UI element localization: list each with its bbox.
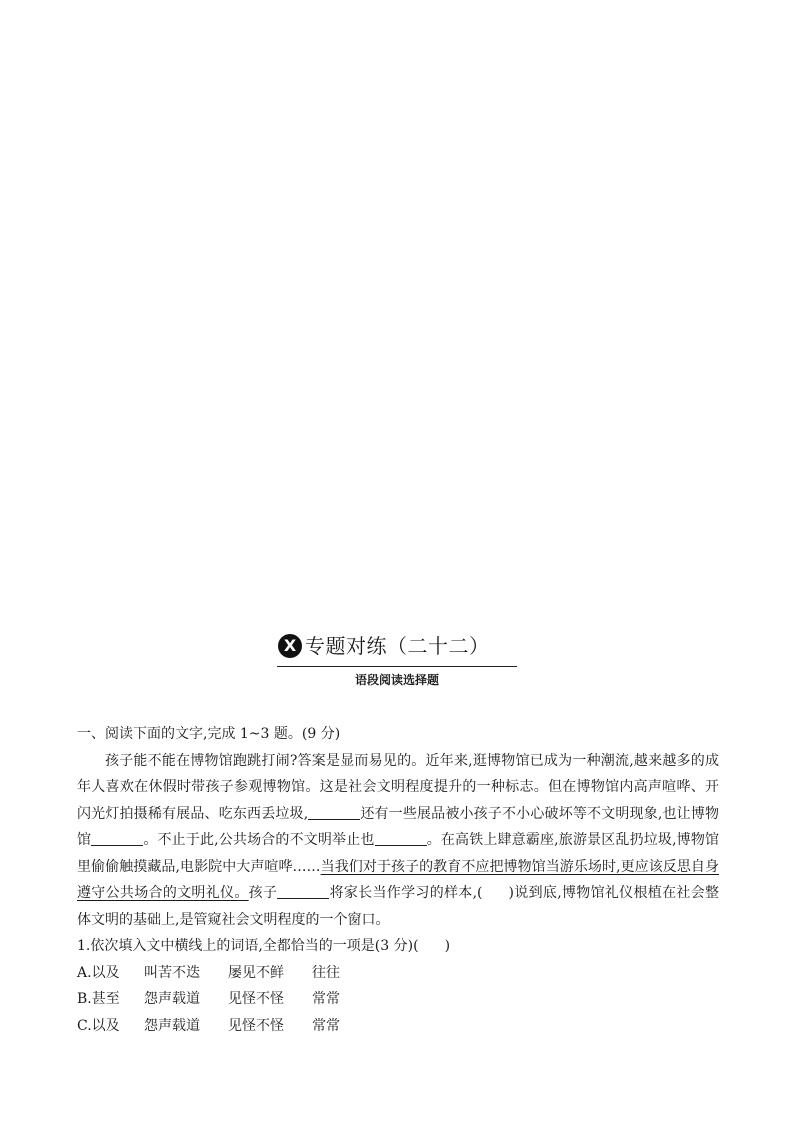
page-subtitle: 语段阅读选择题 xyxy=(354,673,439,687)
question-1-stem xyxy=(77,933,719,960)
x-badge-icon: X xyxy=(278,634,302,658)
option-b-word-3: 常常 xyxy=(312,991,340,1007)
passage-text-2: 还有一些展品被小孩子不小心破坏等不文明现象,也让博物馆 xyxy=(77,805,719,848)
option-a-label: A.以及 xyxy=(77,964,120,981)
option-a-word-3: 往往 xyxy=(312,964,340,981)
page-title: 专题对练（二十二） xyxy=(305,634,490,658)
fill-blank-2 xyxy=(91,831,143,846)
passage-text-4: 。在高铁上肆意霸座,旅游景区乱扔垃圾,博物馆里偷偷触摸藏品,电影院中大声喧哗…… xyxy=(77,832,720,875)
question-1-stem-text: 1.依次填入文中横线上的词语,全都恰当的一项是(3 分)( xyxy=(77,938,419,954)
underlined-sentence: 当我们对于孩子的教育不应把博物馆当游乐场时,更应该反思自身遵守公共场合的文明礼仪。 xyxy=(77,858,720,901)
passage-text-6: 将家长当作学习的样本,( xyxy=(329,885,483,901)
option-a xyxy=(77,960,719,987)
passage-text-3: 。不止于此,公共场合的不文明举止也 xyxy=(143,832,375,848)
option-c-label: C.以及 xyxy=(77,1017,120,1034)
fill-blank-4 xyxy=(277,884,329,899)
question-1-stem-close: ) xyxy=(444,938,451,954)
exercise-content xyxy=(77,721,719,1039)
title-block xyxy=(277,630,517,667)
passage-text-7: )说到底,博物馆礼仪根植在社会整体文明的基础上,是管窥社会文明程度的一个窗口。 xyxy=(77,885,720,928)
option-c-word-1: 怨声载道 xyxy=(144,1017,200,1034)
option-b-label: B.甚至 xyxy=(77,991,120,1007)
passage-text-1: 孩子能不能在博物馆跑跳打闹?答案是显而易见的。近年来,逛博物馆已成为一种潮流,越来越多的成年人喜欢在休假时带孩子参观博物馆。这是社会文明程度提升的一种标志。但在博物馆内高声喧哗、开闪光灯拍摄稀有展品、吃东西丢垃圾, xyxy=(77,752,719,822)
option-a-word-2: 屡见不鲜 xyxy=(228,964,284,981)
option-b xyxy=(77,986,719,1013)
reading-passage xyxy=(77,748,719,934)
section-heading: 一、阅读下面的文字,完成 1~3 题。(9 分) xyxy=(77,726,341,742)
option-c-word-2: 见怪不怪 xyxy=(228,1017,284,1034)
fill-blank-1 xyxy=(308,805,360,820)
option-c-word-3: 常常 xyxy=(312,1017,340,1034)
option-a-word-1: 叫苦不迭 xyxy=(144,964,200,981)
option-b-word-1: 怨声载道 xyxy=(144,991,200,1007)
passage-text-5: 孩子 xyxy=(248,885,278,901)
option-c xyxy=(77,1013,719,1040)
fill-blank-3 xyxy=(375,831,427,846)
option-b-word-2: 见怪不怪 xyxy=(228,991,284,1007)
